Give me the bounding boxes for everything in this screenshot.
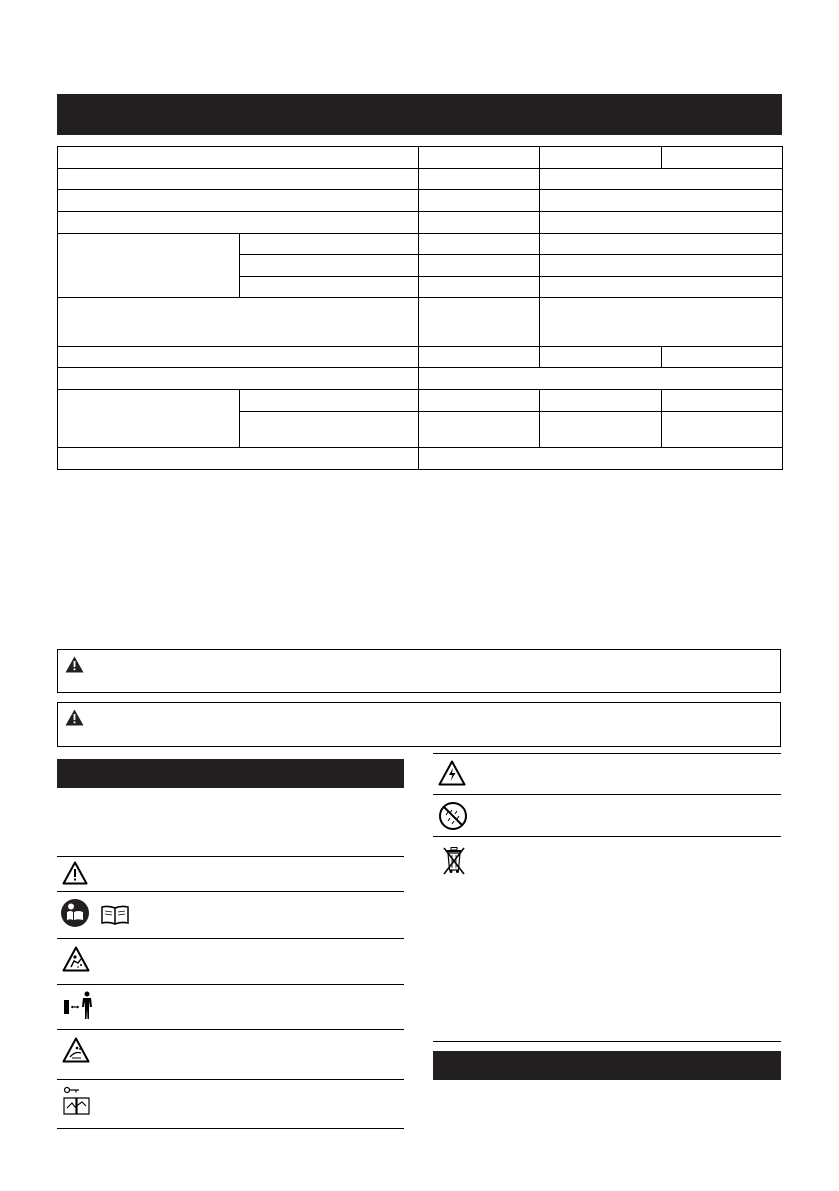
warning-box: [57, 702, 781, 747]
specification-table: [57, 146, 783, 470]
warning-triangle-icon: [65, 709, 84, 726]
table-cell: [58, 190, 419, 212]
divider: [57, 856, 404, 857]
table-cell: [58, 447, 419, 469]
table-row: [58, 367, 783, 389]
divider: [57, 938, 404, 939]
divider: [57, 1128, 404, 1129]
divider: [433, 1041, 781, 1042]
right-section-bar: [433, 1051, 781, 1080]
manual-book-icon: [100, 905, 130, 925]
table-cell: [419, 367, 783, 389]
table-cell: [540, 190, 783, 212]
electric-shock-icon: [438, 760, 466, 786]
table-cell: [540, 277, 783, 298]
table-cell: [58, 212, 419, 234]
divider: [57, 1079, 404, 1080]
table-cell: [540, 169, 783, 190]
divider: [57, 984, 404, 985]
table-cell: [540, 389, 662, 411]
table-cell: [419, 277, 540, 298]
divider: [433, 753, 781, 754]
table-row: [58, 447, 783, 469]
table-cell: [419, 169, 540, 190]
table-row: [58, 346, 783, 367]
left-section-bar: [57, 759, 404, 788]
table-cell: [419, 447, 783, 469]
table-cell: [419, 212, 540, 234]
table-row: [58, 298, 783, 346]
table-row: [58, 389, 783, 411]
caution-triangle-icon: [62, 861, 88, 885]
table-cell: [662, 389, 783, 411]
warning-box: [57, 649, 781, 693]
table-cell: [58, 234, 240, 298]
warning-triangle-icon: [65, 656, 84, 673]
table-cell: [419, 411, 540, 447]
header-bar: [57, 94, 782, 135]
table-cell: [662, 147, 783, 169]
table-cell: [58, 147, 419, 169]
table-cell: [240, 255, 419, 277]
table-cell: [540, 255, 783, 277]
table-cell: [419, 190, 540, 212]
divider: [433, 794, 781, 795]
divider: [57, 891, 404, 892]
table-cell: [240, 411, 419, 447]
table-cell: [240, 389, 419, 411]
table-cell: [419, 234, 540, 255]
divider: [433, 836, 781, 837]
table-cell: [540, 346, 662, 367]
table-cell: [240, 234, 419, 255]
table-cell: [540, 298, 783, 346]
table-cell: [540, 234, 783, 255]
table-cell: [540, 147, 662, 169]
table-cell: [419, 255, 540, 277]
table-cell: [419, 147, 540, 169]
remove-key-icon: [62, 1086, 92, 1116]
table-cell: [58, 389, 240, 447]
keep-distance-icon: [62, 989, 96, 1021]
flying-objects-icon: [62, 946, 90, 972]
table-row: [58, 190, 783, 212]
table-row: [58, 169, 783, 190]
table-cell: [58, 346, 419, 367]
table-row: [58, 147, 783, 169]
thrown-objects-icon: [62, 1037, 90, 1063]
divider: [57, 1029, 404, 1030]
table-cell: [58, 298, 419, 346]
no-rain-icon: [438, 801, 468, 831]
table-cell: [419, 346, 540, 367]
table-row: [58, 234, 783, 255]
table-cell: [419, 298, 540, 346]
table-cell: [662, 346, 783, 367]
crossed-bin-icon: [441, 844, 467, 876]
table-cell: [58, 169, 419, 190]
table-cell: [540, 411, 662, 447]
table-cell: [58, 367, 419, 389]
table-cell: [662, 411, 783, 447]
table-cell: [240, 277, 419, 298]
table-row: [58, 212, 783, 234]
table-cell: [540, 212, 783, 234]
table-cell: [419, 389, 540, 411]
read-manual-icon: [60, 898, 90, 928]
